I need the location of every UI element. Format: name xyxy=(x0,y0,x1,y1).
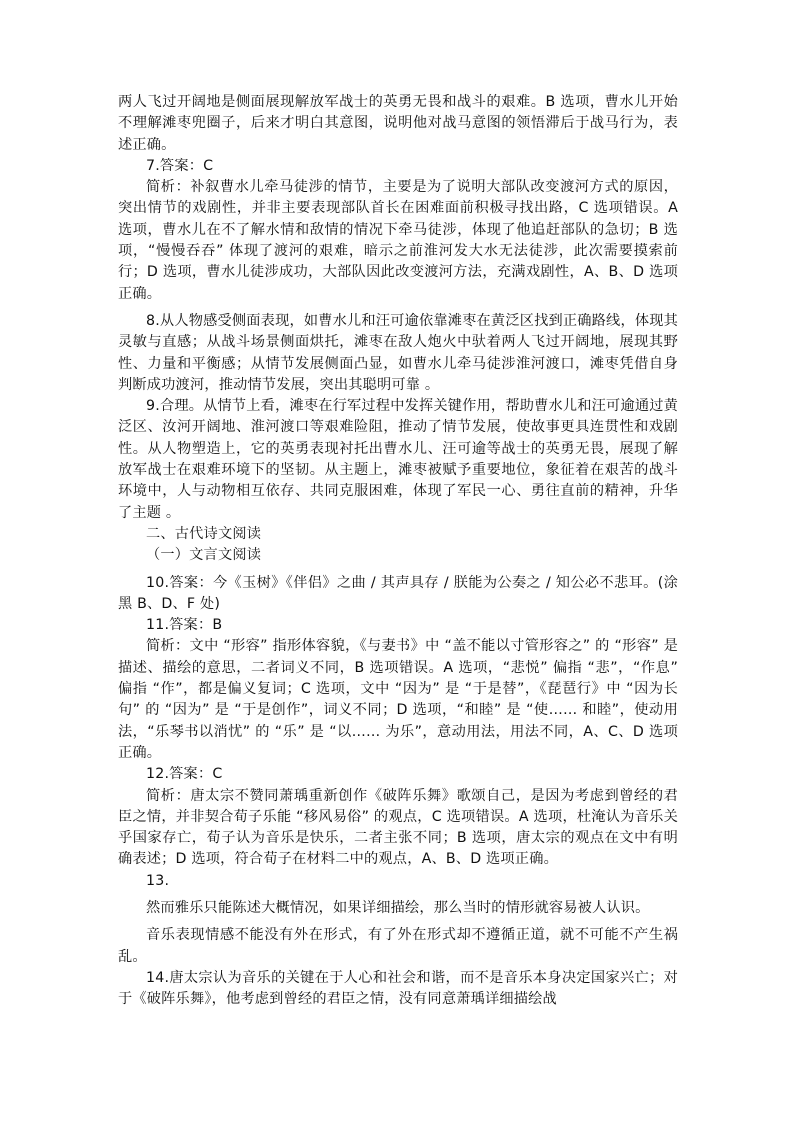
answer-12: 12.答案：C xyxy=(146,766,223,783)
answer-14: 14.唐太宗认为音乐的关键在于人心和社会和谐，而不是音乐本身决定国家兴亡；对于《破阵乐舞》，他考虑到曾经的君臣之情，没有同意萧瑀详细描绘战 xyxy=(118,969,678,1008)
section-heading-ancient-poetry: 二、古代诗文阅读 xyxy=(146,525,262,542)
section-heading-classical-chinese: （一）文言文阅读 xyxy=(146,547,262,564)
analysis-7: 简析：补叙曹水儿牵马徒涉的情节，主要是为了说明大部队改变渡河方式的原因，突出情节的戏剧性，并非主要表现部队首长在困难面前积极寻找出路，C 选项错误。A 选项，曹水儿在不了解水情和敌情的情况下牵马徒涉，体现了他追赶部队的急切；B 选项，“慢慢吞吞” 体现了渡河的艰难，暗示之前淮河发大水无法徒涉，此次需要摸索前行；D 选项，曹水儿徒涉成功，大部队因此改变渡河方法，充满戏剧性，A、B、D 选项正确。 xyxy=(118,179,678,302)
document-page xyxy=(118,92,678,1010)
answer-10: 10.答案：今《玉树》《伴侣》之曲 / 其声具存 / 朕能为公奏之 / 知公必不悲耳。(涂黑 B、D、F 处) xyxy=(118,574,678,612)
paragraph-continuation: 两人飞过开阔地是侧面展现解放军战士的英勇无畏和战斗的艰难。B 选项，曹水儿开始不理解滩枣兜圈子，后来才明白其意图，说明他对战马意图的领悟滞后于战马行为，表述正确。 xyxy=(118,94,678,153)
analysis-11: 简析：文中 “形容” 指形体容貌，《与妻书》中 “盖不能以寸管形容之” 的 “形容” 是描述、描绘的意思，二者词义不同，B 选项错误。A 选项，“悲悦” 偏指 “悲”，“作息” 偏指 “作”，都是偏义复词；C 选项，文中 “因为” 是 “于是替”，《琵琶行》中 “因为长句” 的 “因为” 是 “于是创作”，词义不同；D 选项，“和睦” 是 “使…… 和睦”，使动用法，“乐琴书以消忧” 的 “乐” 是 “以…… 为乐”，意动用法，用法不同，A、C、D 选项正确。 xyxy=(118,638,678,761)
answer-9: 9.合理。从情节上看，滩枣在行军过程中发挥关键作用，帮助曹水儿和汪可逾通过黄泛区、汝河开阔地、淮河渡口等艰难险阻，推动了情节发展，使故事更具连贯性和戏剧性。从人物塑造上，它的英勇表现衬托出曹水儿、汪可逾等战士的英勇无畏，展现了解放军战士在艰难环境下的坚韧。从主题上，滩枣被赋予重要地位，象征着在艰苦的战斗环境中，人与动物相互依存、共同克服困难，体现了军民一心、勇往直前的精神，升华了主题 。 xyxy=(118,398,678,521)
analysis-12: 简析：唐太宗不赞同萧瑀重新创作《破阵乐舞》歌颂自己，是因为考虑到曾经的君臣之情，并非契合荀子乐能 “移风易俗” 的观点，C 选项错误。A 选项，杜淹认为音乐关乎国家存亡，荀子认为音乐是快乐，二者主张不同；B 选项，唐太宗的观点在文中有明确表述；D 选项，符合荀子在材料二中的观点，A、B、D 选项正确。 xyxy=(118,787,678,868)
answer-7: 7.答案：C xyxy=(146,157,214,174)
answer-11: 11.答案：B xyxy=(146,617,223,634)
translation-13-2: 音乐表现情感不能没有外在形式，有了外在形式却不遵循正道，就不可能不产生祸乱。 xyxy=(118,927,678,965)
answer-13: 13. xyxy=(146,872,170,889)
translation-13-1: 然而雅乐只能陈述大概情况，如果详细描绘，那么当时的情形就容易被人认识。 xyxy=(146,899,650,916)
answer-8: 8.从人物感受侧面表现，如曹水儿和汪可逾依靠滩枣在黄泛区找到正确路线，体现其灵敏与直感；从战斗场景侧面烘托，滩枣在敌人炮火中驮着两人飞过开阔地，展现其野性、力量和平衡感；从情节发展侧面凸显，如曹水儿牵马徒涉淮河渡口，滩枣凭借自身判断成功渡河，推动情节发展，突出其聪明可靠 。 xyxy=(118,312,678,393)
